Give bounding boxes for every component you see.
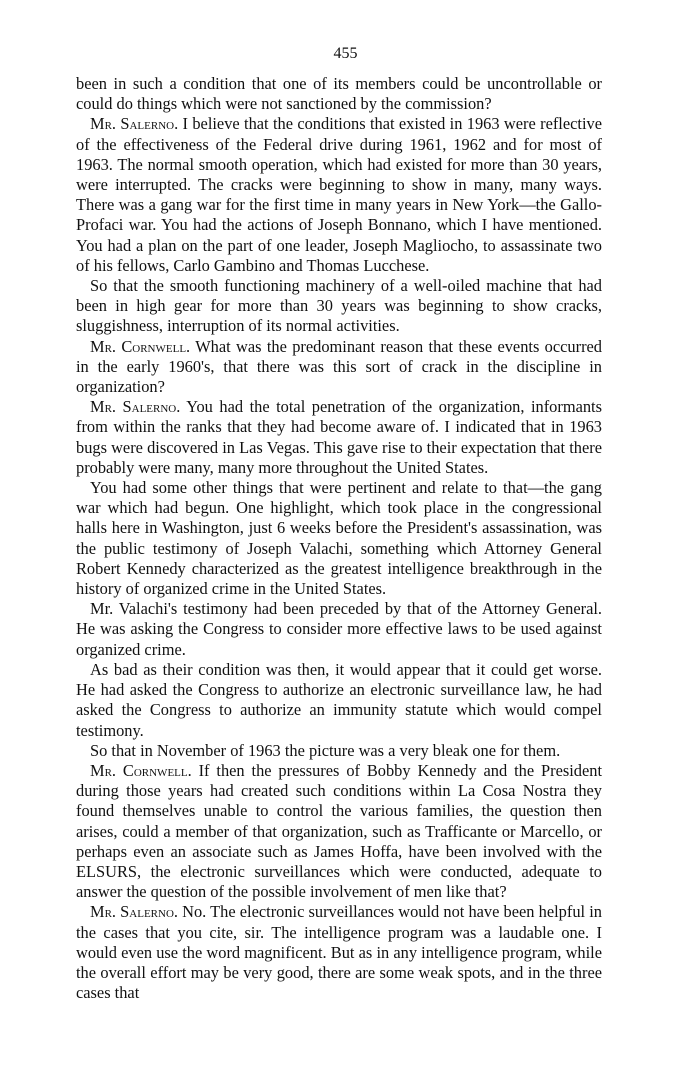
- paragraph: [76, 397, 602, 478]
- paragraph-text: So that the smooth functioning machinery of a well-oiled machine that had been in high gear for more than 30 years was beginning to show cracks, sluggishness, interruption of its normal activities.: [76, 276, 602, 336]
- paragraph-text: What was the predominant reason that these events occurred in the early 1960's, that there was this sort of crack in the discipline in organization?: [76, 336, 603, 397]
- paragraph: [76, 114, 602, 276]
- paragraph: [76, 276, 602, 337]
- paragraph: [76, 478, 602, 599]
- paragraph: [76, 337, 602, 398]
- paragraph-text: You had some other things that were pertinent and relate to that—the gang war which had begun. One highlight, which took place in the congressional halls here in Washington, just 6 weeks before the President's assassination, was the public testimony of Joseph Valachi, something which Attorney General Robert Kennedy characterized as the greatest intelligence breakthrough in the history of organized crime in the United States.: [76, 478, 602, 599]
- document-body: [76, 74, 602, 1003]
- paragraph-text: I believe that the conditions that existed in 1963 were reflective of the effectiveness of the Federal drive during 1961, 1962 and for most of 1963. The normal smooth operation, which had existed for more than 30 years, were interrupted. The cracks were beginning to show in many, many ways. There was a gang war for the first time in many years in New York—the Gallo-Profaci war. You had the actions of Joseph Bonnano, which I have mentioned. You had a plan on the part of one leader, Joseph Magliocho, to assassinate two of his fellows, Carlo Gambino and Thomas Lucchese.: [76, 114, 602, 275]
- paragraph-text: If then the pressures of Bobby Kennedy and the President during those years had created such conditions within La Cosa Nostra they found themselves unable to control the various families, the question then arises, could a member of that organization, such as Trafficante or Marcello, or perhaps even an associate such as James Hoffa, have been involved with the ELSURS, the electronic surveillances which were conducted, adequate to answer the question of the possible involvement of men like that?: [76, 760, 602, 902]
- paragraph-text: Mr. Valachi's testimony had been preceded by that of the Attorney General. He was asking the Congress to consider more effective laws to be used against organized crime.: [76, 599, 602, 659]
- page-number: 455: [333, 45, 358, 62]
- speaker-name: Mr. Salerno.: [90, 902, 178, 922]
- speaker-name: Mr. Cornwell.: [90, 336, 191, 356]
- paragraph: [76, 74, 602, 114]
- paragraph: [76, 902, 602, 1003]
- paragraph: [76, 660, 602, 741]
- paragraph: [76, 741, 602, 761]
- speaker-name: Mr. Salerno.: [90, 397, 181, 417]
- speaker-name: Mr. Cornwell.: [90, 760, 192, 780]
- paragraph-text: So that in November of 1963 the picture was a very bleak one for them.: [90, 740, 561, 760]
- paragraph-text: No. The electronic surveillances would not have been helpful in the cases that you cite, sir. The intelligence program was a laudable one. I would even use the word magnificent. But as in any intelligence program, while the overall effort may be very good, there are some weak spots, and in the three cases that: [76, 902, 602, 1003]
- paragraph: [76, 599, 602, 660]
- speaker-name: Mr. Salerno.: [90, 114, 179, 134]
- paragraph-text: been in such a condition that one of its members could be uncontrollable or could do things which were not sanctioned by the commission?: [76, 74, 602, 114]
- paragraph-text: You had the total penetration of the organization, informants from within the ranks that they had become aware of. I indicated that in 1963 bugs were discovered in Las Vegas. This gave rise to their expectation that there probably were many, many more throughout the United States.: [76, 397, 602, 477]
- paragraph: [76, 761, 602, 902]
- paragraph-text: As bad as their condition was then, it would appear that it could get worse. He had asked the Congress to authorize an electronic surveillance law, he had asked the Congress to authorize an immunity statute which would compel testimony.: [76, 659, 602, 740]
